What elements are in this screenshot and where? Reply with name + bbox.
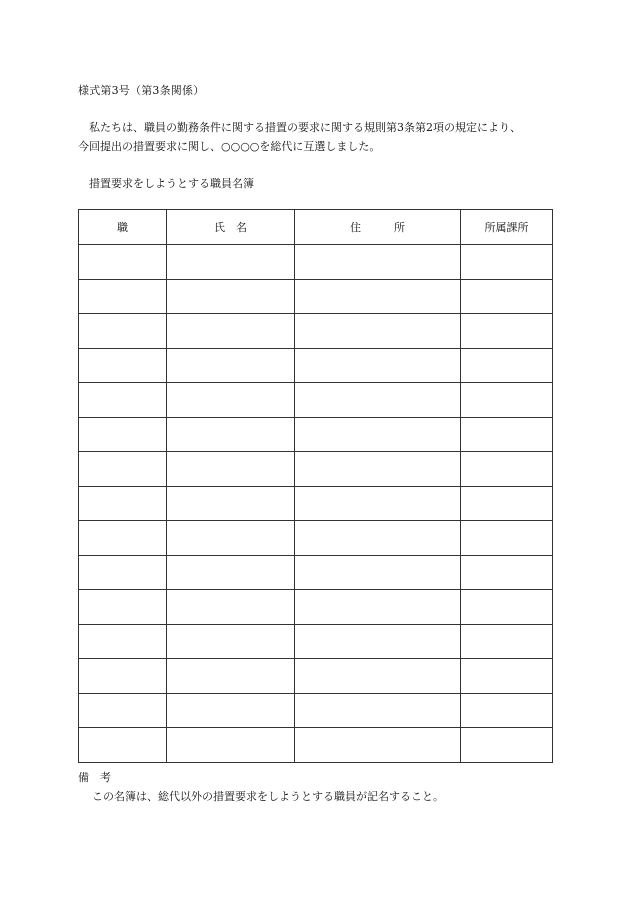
cell-position[interactable] [79,348,167,383]
cell-department[interactable] [461,245,553,280]
cell-name[interactable] [167,728,295,763]
cell-position[interactable] [79,624,167,659]
cell-department[interactable] [461,348,553,383]
cell-name[interactable] [167,521,295,556]
cell-address[interactable] [295,452,461,487]
cell-address[interactable] [295,486,461,521]
cell-address[interactable] [295,314,461,349]
staff-roster-table [78,209,553,763]
header-position: 職 [79,210,167,245]
roster-subheading: 措置要求をしようとする職員名簿 [89,177,254,190]
cell-position[interactable] [79,245,167,280]
cell-name[interactable] [167,624,295,659]
table-row [79,383,553,418]
cell-name[interactable] [167,417,295,452]
cell-address[interactable] [295,279,461,314]
table-row [79,693,553,728]
cell-position[interactable] [79,728,167,763]
remarks-heading: 備 考 [78,771,111,784]
cell-position[interactable] [79,417,167,452]
cell-name[interactable] [167,659,295,694]
table-row [79,521,553,556]
cell-position[interactable] [79,659,167,694]
intro-paragraph [78,118,558,156]
intro-line-1: 私たちは、職員の勤務条件に関する措置の要求に関する規則第3条第2項の規定により、 [89,121,521,134]
cell-department[interactable] [461,590,553,625]
remarks-text: この名簿は、総代以外の措置要求をしようとする職員が記名すること。 [92,790,444,803]
cell-position[interactable] [79,383,167,418]
table-row [79,659,553,694]
cell-name[interactable] [167,314,295,349]
cell-name[interactable] [167,279,295,314]
cell-department[interactable] [461,314,553,349]
table-row [79,245,553,280]
cell-address[interactable] [295,659,461,694]
cell-department[interactable] [461,728,553,763]
cell-address[interactable] [295,624,461,659]
header-address: 住 所 [295,210,461,245]
header-department: 所属課所 [461,210,553,245]
cell-name[interactable] [167,348,295,383]
cell-name[interactable] [167,383,295,418]
cell-department[interactable] [461,521,553,556]
cell-address[interactable] [295,521,461,556]
table-row [79,452,553,487]
cell-department[interactable] [461,555,553,590]
cell-address[interactable] [295,383,461,418]
table-row [79,555,553,590]
cell-name[interactable] [167,486,295,521]
cell-department[interactable] [461,417,553,452]
cell-position[interactable] [79,521,167,556]
table-row [79,590,553,625]
cell-department[interactable] [461,659,553,694]
table-row [79,417,553,452]
intro-line-2: 今回提出の措置要求に関し、○○○○を総代に互選しました。 [78,140,381,153]
table-body [79,245,553,763]
cell-name[interactable] [167,693,295,728]
table-row [79,348,553,383]
cell-address[interactable] [295,693,461,728]
table-row [79,728,553,763]
cell-department[interactable] [461,279,553,314]
cell-address[interactable] [295,417,461,452]
table-row [79,279,553,314]
cell-name[interactable] [167,590,295,625]
cell-position[interactable] [79,314,167,349]
cell-department[interactable] [461,452,553,487]
table-row [79,486,553,521]
cell-address[interactable] [295,555,461,590]
cell-position[interactable] [79,555,167,590]
cell-position[interactable] [79,279,167,314]
cell-address[interactable] [295,728,461,763]
header-name: 氏 名 [167,210,295,245]
cell-position[interactable] [79,693,167,728]
cell-position[interactable] [79,452,167,487]
cell-name[interactable] [167,245,295,280]
cell-department[interactable] [461,486,553,521]
cell-department[interactable] [461,383,553,418]
cell-name[interactable] [167,555,295,590]
form-label: 様式第3号（第3条関係） [78,84,205,97]
cell-address[interactable] [295,348,461,383]
cell-address[interactable] [295,590,461,625]
cell-position[interactable] [79,486,167,521]
table-row [79,314,553,349]
cell-address[interactable] [295,245,461,280]
table-row [79,624,553,659]
table-header-row [79,210,553,245]
cell-department[interactable] [461,693,553,728]
cell-name[interactable] [167,452,295,487]
cell-position[interactable] [79,590,167,625]
cell-department[interactable] [461,624,553,659]
